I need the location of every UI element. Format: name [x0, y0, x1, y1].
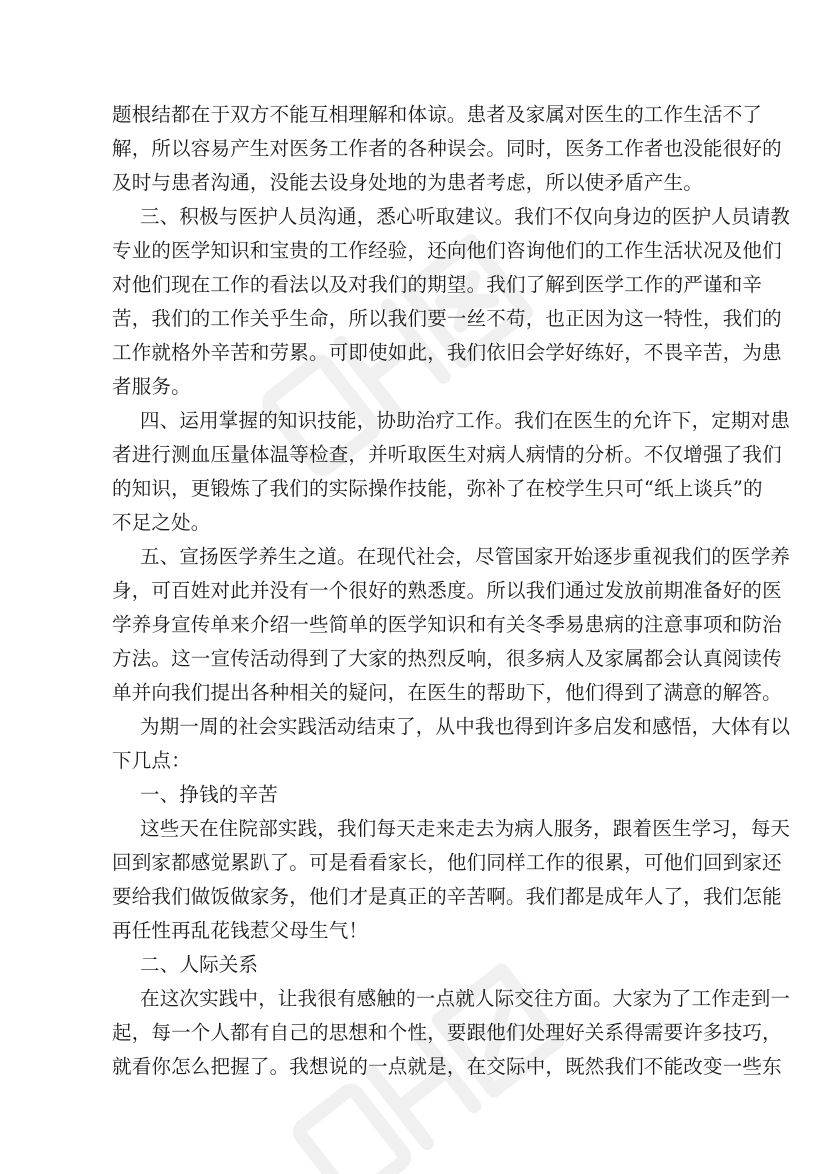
text-line: 方法。这一宣传活动得到了大家的热烈反响，很多病人及家属都会认真阅读传 — [112, 647, 782, 670]
text-line: 题根结都在于双方不能互相理解和体谅。患者及家属对医生的工作生活不了 — [112, 103, 763, 126]
text-line: 单并向我们提出各种相关的疑问，在医生的帮助下，他们得到了满意的解答。 — [112, 681, 782, 704]
text-line: 身，可百姓对此并没有一个很好的熟悉度。所以我们通过发放前期准备好的医 — [112, 579, 782, 602]
text-line: 五、宣扬医学养生之道。在现代社会，尽管国家开始逐步重视我们的医学养 — [140, 545, 791, 568]
text-line: 在这次实践中，让我很有感触的一点就人际交往方面。大家为了工作走到一 — [140, 987, 791, 1010]
text-line: 解，所以容易产生对医务工作者的各种误会。同时，医务工作者也没能很好的 — [112, 137, 782, 160]
text-line: 学养身宣传单来介绍一些简单的医学知识和有关冬季易患病的注意事项和防治 — [112, 613, 782, 636]
text-line: 二、人际关系 — [140, 953, 259, 976]
text-line: 工作就格外辛苦和劳累。可即使如此，我们依旧会学好练好，不畏辛苦，为患 — [112, 341, 782, 364]
text-line: 不足之处。 — [112, 511, 211, 534]
text-line: 苦，我们的工作关乎生命，所以我们要一丝不苟，也正因为这一特性，我们的 — [112, 307, 782, 330]
text-line: 者服务。 — [112, 375, 191, 398]
text-line: 这些天在住院部实践，我们每天走来走去为病人服务，跟着医生学习，每天 — [140, 817, 791, 840]
text-line: 为期一周的社会实践活动结束了，从中我也得到许多启发和感悟，大体有以 — [140, 715, 791, 738]
text-line: 对他们现在工作的看法以及对我们的期望。我们了解到医学工作的严谨和辛 — [112, 273, 763, 296]
text-line: 就看你怎么把握了。我想说的一点就是，在交际中，既然我们不能改变一些东 — [112, 1055, 782, 1078]
text-line: 再任性再乱花钱惹父母生气！ — [112, 919, 369, 942]
document-body — [112, 98, 791, 1084]
text-line: 四、运用掌握的知识技能，协助治疗工作。我们在医生的允许下，定期对患 — [140, 409, 791, 432]
text-line: 者进行测血压量体温等检查，并听取医生对病人病情的分析。不仅增强了我们 — [112, 443, 782, 466]
text-line: 要给我们做饭做家务，他们才是真正的辛苦啊。我们都是成年人了，我们怎能 — [112, 885, 782, 908]
text-line: 三、积极与医护人员沟通，悉心听取建议。我们不仅向身边的医护人员请教 — [140, 205, 791, 228]
text-line: 下几点： — [112, 749, 191, 772]
text-line: 的知识，更锻炼了我们的实际操作技能，弥补了在校学生只可“纸上谈兵”的 — [112, 477, 763, 500]
text-line: 及时与患者沟通，没能去设身处地的为患者考虑，所以使矛盾产生。 — [112, 171, 704, 194]
text-line: 专业的医学知识和宝贵的工作经验，还向他们咨询他们的工作生活状况及他们 — [112, 239, 782, 262]
text-line: 起，每一个人都有自己的思想和个性，要跟他们处理好关系得需要许多技巧， — [112, 1021, 782, 1044]
text-line: 回到家都感觉累趴了。可是看看家长，他们同样工作的很累，可他们回到家还 — [112, 851, 782, 874]
text-line: 一、挣钱的辛苦 — [140, 783, 278, 806]
